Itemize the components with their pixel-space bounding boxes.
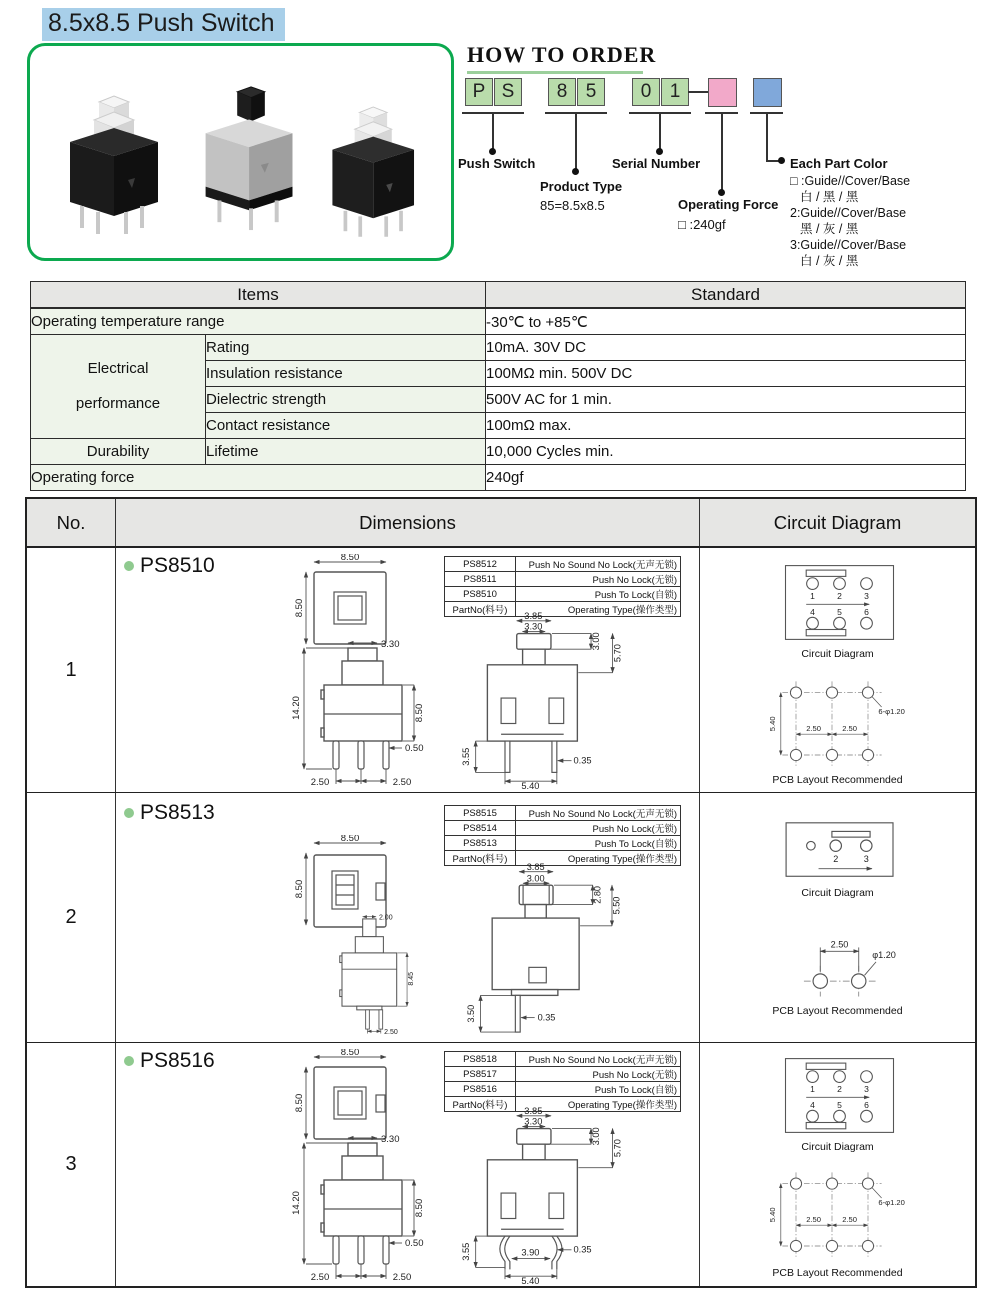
spec-row-value: 10,000 Cycles min. xyxy=(486,439,966,465)
dim-label: 5.40 xyxy=(768,1207,778,1223)
spec-group-durability: Durability xyxy=(31,439,206,465)
col-circuit: Circuit Diagram xyxy=(773,511,902,533)
spec-row-label: Rating xyxy=(206,335,486,361)
row-number: 1 xyxy=(27,548,116,792)
dim-label: 3.30 xyxy=(524,621,543,632)
switch-photo-1 xyxy=(62,84,172,244)
connector-line xyxy=(688,91,708,93)
dim-label: 14.20 xyxy=(291,1191,302,1215)
code-box-5: 5 xyxy=(577,78,605,106)
product-type-label: Product Type xyxy=(540,179,623,194)
spec-row-label: Operating temperature range xyxy=(31,308,486,335)
pin-label: 6 xyxy=(864,1100,869,1111)
color-option: 3:Guide//Cover/Base xyxy=(790,238,907,252)
stem-line xyxy=(659,112,661,150)
dim-label: 3.00 xyxy=(590,632,601,651)
part-number-table: PS8512 Push No Sound No Lock(无声无锁) PS8511 Push No Lock(无锁) PS8510 Push To Lock(自锁) PartNo(料号) Operating Type(操作类型) xyxy=(444,556,681,617)
spec-row-value: -30℃ to +85℃ xyxy=(486,308,966,335)
side-view-drawing xyxy=(454,612,689,790)
pin-label: 4 xyxy=(810,1100,815,1111)
spec-table xyxy=(30,281,966,491)
dim-label: 2.50 xyxy=(310,1272,330,1283)
col-dimensions: Dimensions xyxy=(116,499,700,546)
circuit-caption: Circuit Diagram xyxy=(801,648,874,660)
stem-dot xyxy=(572,168,579,175)
dim-label: 3.30 xyxy=(381,1134,400,1145)
dim-label: 3.55 xyxy=(460,1242,471,1261)
code-box-0: 0 xyxy=(632,78,660,106)
dim-label: 6-φ1.20 xyxy=(878,1198,905,1208)
stem-dot xyxy=(656,148,663,155)
product-type-sub: 85=8.5x8.5 xyxy=(540,198,605,213)
dim-label: 5.40 xyxy=(521,781,540,790)
pin-label: 3 xyxy=(864,1083,869,1094)
part-number: PS8510 xyxy=(140,554,215,577)
spec-row-label: Operating force xyxy=(31,465,486,491)
dim-label: 2.00 xyxy=(378,914,393,922)
col-no: No. xyxy=(27,499,116,546)
bullet-icon xyxy=(124,808,134,818)
dim-label: 2.50 xyxy=(392,1272,412,1283)
color-option: 黑 / 灰 / 黑 xyxy=(800,222,859,236)
dim-label: 5.50 xyxy=(611,896,622,915)
side-view-drawing xyxy=(456,863,681,1035)
stem-line xyxy=(575,112,577,170)
dim-label: 3.00 xyxy=(526,873,545,884)
pin-label: 5 xyxy=(837,607,842,618)
dim-label: 8.50 xyxy=(414,703,425,723)
spec-header-items: Items xyxy=(31,282,486,309)
spec-row-label: Dielectric strength xyxy=(206,387,486,413)
switch-photo-2 xyxy=(192,76,312,234)
pin-label: 2 xyxy=(837,1083,842,1094)
pin-label: 1 xyxy=(810,1083,815,1094)
dimensions-cell xyxy=(116,548,700,792)
table-row-ps8510 xyxy=(27,548,975,793)
color-option: 白 / 灰 / 黑 xyxy=(800,254,859,268)
part-label xyxy=(124,554,215,578)
dim-label: 8.50 xyxy=(294,879,305,899)
dim-label: 3.55 xyxy=(460,747,471,766)
dim-label: 8.50 xyxy=(340,554,360,563)
part-label xyxy=(124,801,215,825)
dim-label: 6-φ1.20 xyxy=(878,707,905,717)
dim-label: 3.00 xyxy=(590,1127,601,1146)
spec-row-value: 240gf xyxy=(486,465,966,491)
stem-dot xyxy=(778,157,785,164)
row-number: 2 xyxy=(27,793,116,1042)
pin-label: 1 xyxy=(810,590,815,601)
pcb-caption: PCB Layout Recommended xyxy=(772,1267,903,1279)
operating-force-label: Operating Force xyxy=(678,197,779,212)
dim-label: 0.35 xyxy=(573,1244,592,1255)
part-number: PS8513 xyxy=(140,801,215,824)
title-underline xyxy=(467,71,643,74)
spec-label: Electrical xyxy=(87,360,149,377)
code-box-p: P xyxy=(465,78,493,106)
spec-row-value: 100MΩ min. 500V DC xyxy=(486,361,966,387)
push-switch-label: Push Switch xyxy=(458,156,536,171)
code-box-force xyxy=(708,78,737,107)
part-number: PS8516 xyxy=(140,1049,215,1072)
dim-label: 3.50 xyxy=(465,1004,476,1023)
product-photos-panel xyxy=(27,43,454,261)
side-view-drawing xyxy=(454,1107,689,1285)
spec-row-value: 10mA. 30V DC xyxy=(486,335,966,361)
dim-label: 8.50 xyxy=(414,1198,425,1218)
circuit-diagram-drawing xyxy=(778,819,903,882)
pcb-layout-drawing xyxy=(760,1161,920,1275)
stem-line xyxy=(721,112,723,191)
dim-label: 0.35 xyxy=(573,755,592,766)
dim-label: 2.50 xyxy=(842,724,857,733)
bullet-icon xyxy=(124,561,134,571)
dim-label: 8.45 xyxy=(407,971,415,986)
circuit-diagram-drawing xyxy=(772,562,907,643)
spec-row-label: Lifetime xyxy=(206,439,486,465)
pin-label: 3 xyxy=(863,853,869,864)
dim-label: 2.50 xyxy=(310,777,330,788)
circuit-cell xyxy=(700,1043,975,1286)
stem-dot xyxy=(718,189,725,196)
switch-photo-3 xyxy=(325,94,427,246)
dim-label: 8.50 xyxy=(340,835,360,844)
dim-label: 0.35 xyxy=(537,1012,556,1023)
part-number-table: PS8518 Push No Sound No Lock(无声无锁) PS8517 Push No Lock(无锁) PS8516 Push To Lock(自锁) PartNo(料号) Operating Type(操作类型) xyxy=(444,1051,681,1112)
dim-label: 8.50 xyxy=(294,598,305,618)
dim-label: 3.90 xyxy=(521,1247,540,1258)
bullet-icon xyxy=(124,1056,134,1066)
dim-label: 2.50 xyxy=(842,1215,857,1224)
dim-label: 3.85 xyxy=(526,863,545,872)
page-title: 8.5x8.5 Push Switch xyxy=(42,8,285,41)
spec-header-standard: Standard xyxy=(486,282,966,309)
circuit-diagram-drawing xyxy=(772,1055,907,1136)
dim-label: 3.85 xyxy=(524,1107,543,1116)
circuit-caption: Circuit Diagram xyxy=(801,887,874,899)
spec-row-label: Contact resistance xyxy=(206,413,486,439)
pin-label: 5 xyxy=(837,1100,842,1111)
how-to-order-title: HOW TO ORDER xyxy=(467,42,657,67)
spec-row-value: 100mΩ max. xyxy=(486,413,966,439)
operating-force-sub: □ :240gf xyxy=(678,217,726,232)
dim-label: 3.85 xyxy=(524,612,543,621)
dim-label: 2.50 xyxy=(806,724,821,733)
serial-number-label: Serial Number xyxy=(612,156,701,171)
color-option: 白 / 黑 / 黑 xyxy=(800,190,859,204)
code-box-color xyxy=(753,78,782,107)
pin-label: 2 xyxy=(833,853,839,864)
dim-label: 5.70 xyxy=(612,1139,623,1158)
circuit-cell xyxy=(700,548,975,792)
dim-label: 3.30 xyxy=(381,639,400,650)
circuit-caption: Circuit Diagram xyxy=(801,1141,874,1153)
pin-label: 4 xyxy=(810,607,815,618)
code-box-8: 8 xyxy=(548,78,576,106)
dim-label: 2.80 xyxy=(592,885,603,904)
spec-label: performance xyxy=(75,394,161,412)
dim-label: φ1.20 xyxy=(872,950,896,960)
spec-group-electrical xyxy=(31,335,206,439)
dim-label: 5.70 xyxy=(612,644,623,663)
stem-line xyxy=(492,112,494,150)
table-row-ps8516 xyxy=(27,1043,975,1286)
dim-label: 2.50 xyxy=(830,939,849,950)
each-part-color-label: Each Part Color xyxy=(790,156,888,171)
pin-label: 6 xyxy=(864,607,869,618)
dimensions-cell xyxy=(116,793,700,1042)
dim-label: 14.20 xyxy=(291,696,302,720)
dim-label: 0.50 xyxy=(405,743,424,754)
stem-line xyxy=(766,112,768,162)
dimensions-table-header xyxy=(27,499,975,548)
code-box-1: 1 xyxy=(661,78,689,106)
dim-label: 8.50 xyxy=(340,1049,360,1058)
front-view-drawing xyxy=(266,913,486,1035)
row-number: 3 xyxy=(27,1043,116,1286)
table-row-ps8513 xyxy=(27,793,975,1043)
color-option: □ :Guide//Cover/Base xyxy=(790,174,911,188)
pin-label: 2 xyxy=(837,590,842,601)
pcb-layout-drawing xyxy=(760,670,920,784)
dim-label: 3.30 xyxy=(524,1116,543,1127)
dim-label: 2.50 xyxy=(806,1215,821,1224)
dim-label: 5.40 xyxy=(768,716,778,732)
dim-label: 2.50 xyxy=(384,1029,398,1035)
dim-label: 8.50 xyxy=(294,1093,305,1113)
code-box-s: S xyxy=(494,78,522,106)
dim-label: 0.50 xyxy=(405,1238,424,1249)
pin-label: 3 xyxy=(864,590,869,601)
spec-row-label: Insulation resistance xyxy=(206,361,486,387)
part-number-table: PS8515 Push No Sound No Lock(无声无锁) PS8514 Push No Lock(无锁) PS8513 Push To Lock(自锁) PartNo(料号) Operating Type(操作类型) xyxy=(444,805,681,866)
pcb-layout-drawing xyxy=(772,933,907,1008)
dimensions-table xyxy=(25,497,977,1288)
color-option: 2:Guide//Cover/Base xyxy=(790,206,907,220)
stem-dot xyxy=(489,148,496,155)
pcb-caption: PCB Layout Recommended xyxy=(772,1005,903,1017)
dimensions-cell xyxy=(116,1043,700,1286)
pcb-caption: PCB Layout Recommended xyxy=(772,774,903,786)
dim-label: 2.50 xyxy=(392,777,412,788)
part-label xyxy=(124,1049,215,1073)
spec-row-value: 500V AC for 1 min. xyxy=(486,387,966,413)
dim-label: 5.40 xyxy=(521,1276,540,1285)
circuit-cell xyxy=(700,793,975,1042)
